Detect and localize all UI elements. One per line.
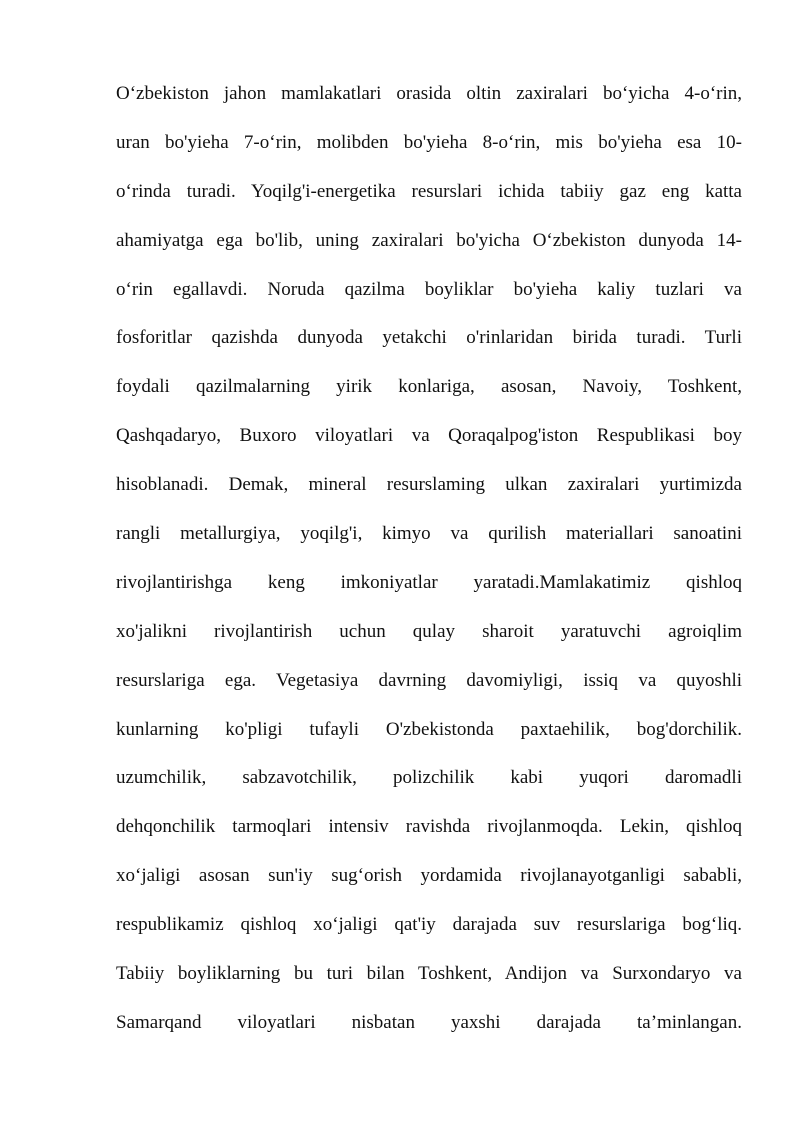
text-line: uran bo'yieha 7-o‘rin, molibden bo'yieha 8-o‘rin, mis bo'yieha esa 10-	[116, 131, 742, 153]
text-line: Tabiiy boyliklarning bu turi bilan Toshkent, Andijon va Surxondaryo va	[116, 963, 742, 985]
body-paragraph	[116, 70, 742, 1048]
text-line: O‘zbekiston jahon mamlakatlari orasida oltin zaxiralari bo‘yicha 4-o‘rin,	[116, 83, 742, 104]
text-line: uzumchilik, sabzavotchilik, polizchilik kabi yuqori daromadli	[116, 767, 742, 789]
text-line: xo‘jaligi asosan sun'iy sug‘orish yordamida rivojlanayotganligi sababli,	[116, 865, 742, 887]
text-line: hisoblanadi. Demak, mineral resurslaming ulkan zaxiralari yurtimizda	[116, 474, 742, 496]
text-line: o‘rinda turadi. Yoqilg'i-energetika resurslari ichida tabiiy gaz eng katta	[116, 180, 742, 202]
text-line: o‘rin egallavdi. Noruda qazilma boyliklar bo'yieha kaliy tuzlari va	[116, 278, 742, 300]
text-line: rangli metallurgiya, yoqilg'i, kimyo va qurilish materiallari sanoatini	[116, 523, 742, 545]
text-line: ahamiyatga ega bo'lib, uning zaxiralari bo'yicha O‘zbekiston dunyoda 14-	[116, 229, 742, 251]
text-line: resurslariga ega. Vegetasiya davrning davomiyligi, issiq va quyoshli	[116, 669, 742, 691]
text-line: fosforitlar qazishda dunyoda yetakchi o'rinlaridan birida turadi. Turli	[116, 327, 742, 349]
text-line: respublikamiz qishloq xo‘jaligi qat'iy darajada suv resurslariga bog‘liq.	[116, 914, 742, 936]
text-line: foydali qazilmalarning yirik konlariga, asosan, Navoiy, Toshkent,	[116, 376, 742, 398]
text-line: xo'jalikni rivojlantirish uchun qulay sharoit yaratuvchi agroiqlim	[116, 620, 742, 642]
text-line: kunlarning ko'pligi tufayli O'zbekistonda paxtaehilik, bog'dorchilik.	[116, 718, 742, 740]
text-line: rivojlantirishga keng imkoniyatlar yaratadi.Mamlakatimiz qishloq	[116, 571, 742, 593]
text-line: dehqonchilik tarmoqlari intensiv ravishda rivojlanmoqda. Lekin, qishloq	[116, 816, 742, 838]
text-line: Samarqand viloyatlari nisbatan yaxshi darajada ta’minlangan.	[116, 1011, 742, 1033]
text-line: Qashqadaryo, Buxoro viloyatlari va Qoraqalpog'iston Respublikasi boy	[116, 425, 742, 447]
